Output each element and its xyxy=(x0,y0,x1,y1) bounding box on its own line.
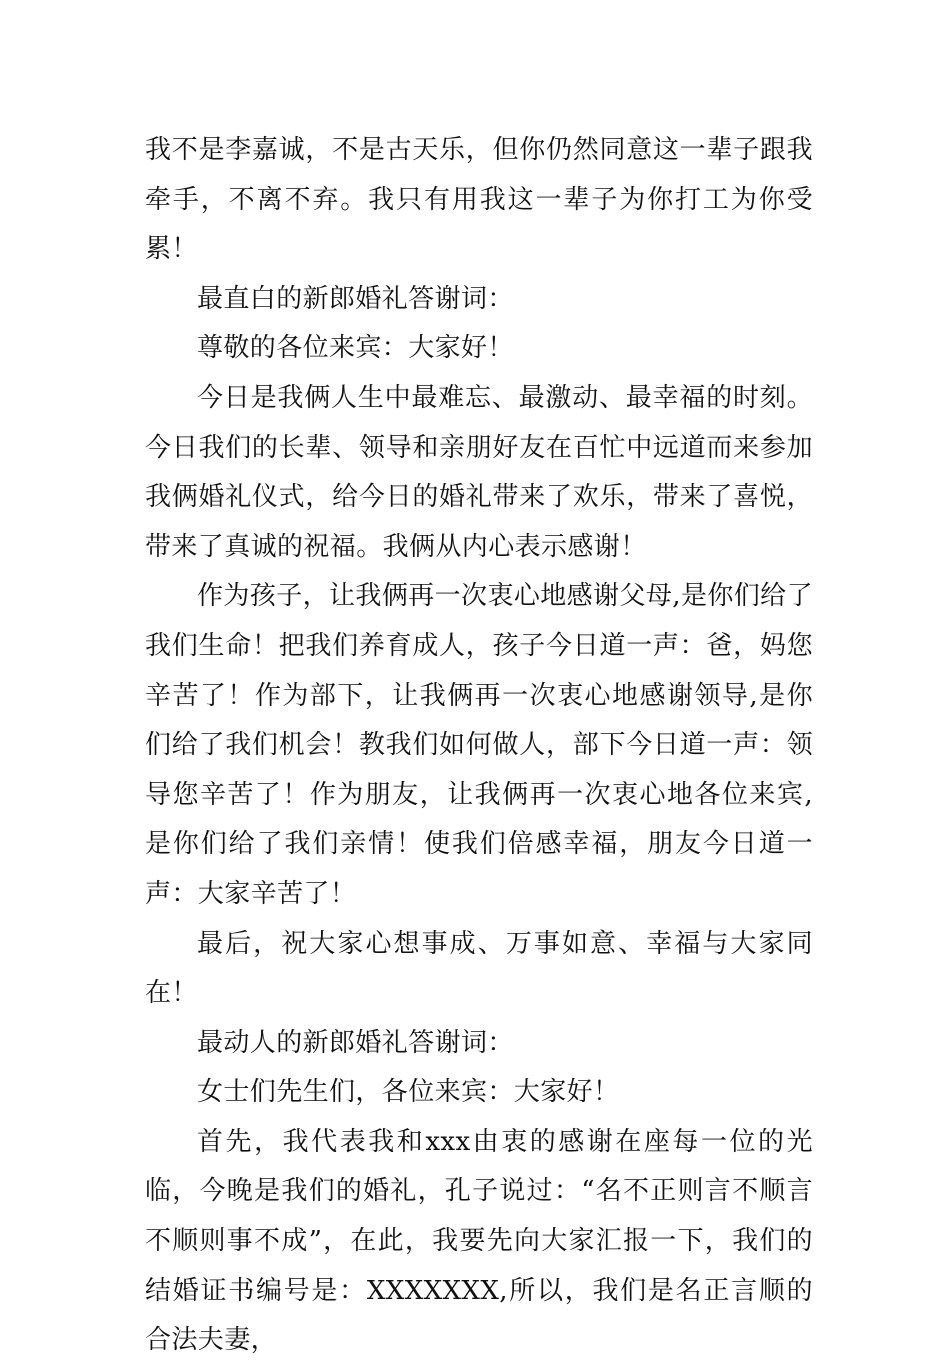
paragraph-2-heading: 最直白的新郎婚礼答谢词： xyxy=(197,283,514,314)
paragraph-8-greeting: 女士们先生们，各位来宾：大家好！ xyxy=(197,1077,620,1108)
document-body xyxy=(145,126,813,1366)
paragraph-3-greeting: 尊敬的各位来宾：大家好！ xyxy=(197,333,514,364)
paragraph-5: 作为孩子，让我俩再一次衷心地感谢父母,是你们给了我们生命！把我们养育成人，孩子今日道一声：爸，妈您辛苦了！作为部下，让我俩再一次衷心地感谢领导,是你们给了我们机会！教我们如何做人，部下今日道一声：领导您辛苦了！作为朋友，让我俩再一次衷心地各位来宾,是你们给了我们亲情！使我们倍感幸福，朋友今日道一声：大家辛苦了！ xyxy=(145,581,813,909)
paragraph-4: 今日是我俩人生中最难忘、最激动、最幸福的时刻。今日我们的长辈、领导和亲朋好友在百忙中远道而来参加我俩婚礼仪式，给今日的婚礼带来了欢乐，带来了喜悦，带来了真诚的祝福。我俩从内心表示感谢！ xyxy=(145,382,813,562)
paragraph-7-heading: 最动人的新郎婚礼答谢词： xyxy=(197,1027,514,1058)
paragraph-9: 首先，我代表我和xxx由衷的感谢在座每一位的光临，今晚是我们的婚礼，孔子说过：“名不正则言不顺言不顺则事不成”，在此，我要先向大家汇报一下，我们的结婚证书编号是：XXXXXXX,所以，我们是名正言顺的合法夫妻， xyxy=(145,1126,813,1356)
paragraph-1: 我不是李嘉诚，不是古天乐，但你仍然同意这一辈子跟我牵手，不离不弃。我只有用我这一辈子为你打工为你受累！ xyxy=(145,135,813,265)
paragraph-6: 最后，祝大家心想事成、万事如意、幸福与大家同在！ xyxy=(145,928,813,1009)
